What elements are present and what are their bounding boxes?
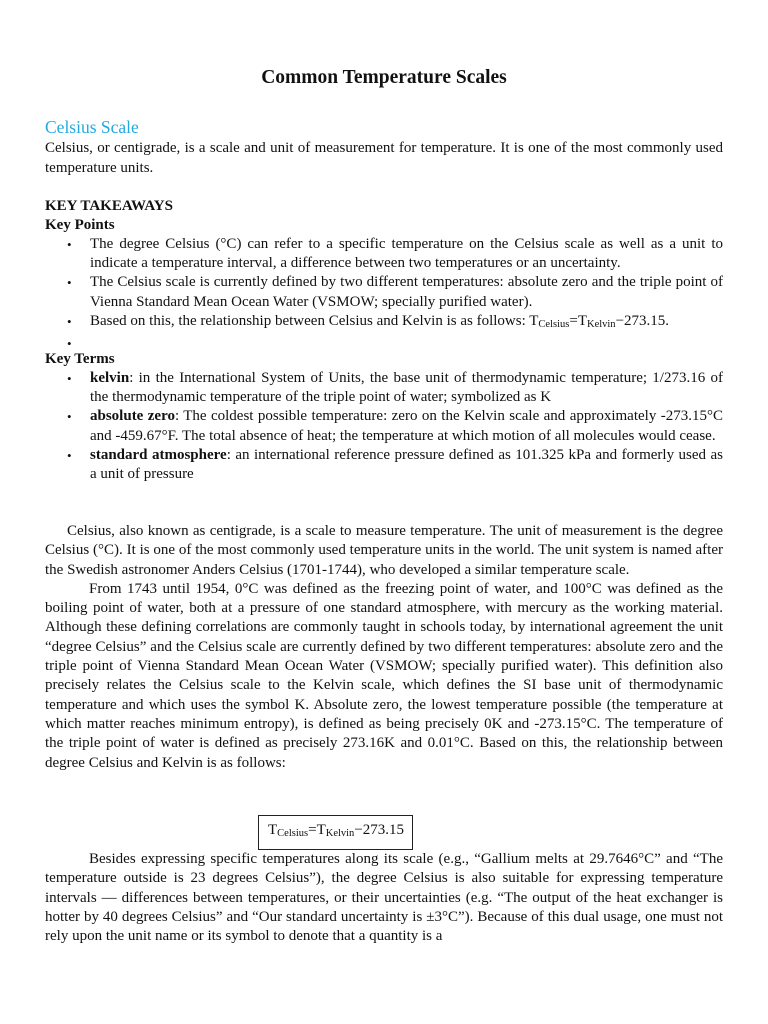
term-name: absolute zero bbox=[90, 408, 175, 425]
key-points-list bbox=[45, 235, 723, 353]
key-points-heading: Key Points bbox=[45, 217, 115, 233]
bullet-icon: • bbox=[67, 447, 72, 463]
list-item: • The degree Celsius (°C) can refer to a specific temperature on the Celsius scale as well as a unit to indicate a temperature interval, a difference between two temperatures or an uncertainty. bbox=[67, 236, 723, 272]
list-item bbox=[45, 369, 723, 407]
list-item: • Based on this, the relationship between Celsius and Kelvin is as follows: $T_{Celsius}=T_{Kelvin}-273.15$. bbox=[67, 312, 670, 330]
body-section-1 bbox=[45, 522, 723, 773]
term-definition: : in the International System of Units, the base unit of thermodynamic temperature; 1/273.16 of the thermodynamic temperature of the triple point of water; symbolized as K bbox=[90, 370, 723, 406]
term-name: standard atmosphere bbox=[90, 446, 227, 463]
paragraph: From 1743 until 1954, 0°C was defined as the freezing point of water, and 100°C was defined as the boiling point of water, both at a pressure of one standard atmosphere, with mercury as the working material. Although these defining correlations are commonly taught in schools today, by international agreement the unit “degree Celsius” and the Celsius scale are currently defined by two different temperatures: absolute zero and the triple point of Vienna Standard Mean Ocean Water (VSMOW; specially purified water). This definition also precisely relates the Celsius scale to the Kelvin scale, which defines the SI base unit of thermodynamic temperature and which uses the symbol K. Absolute zero, the lowest temperature possible (the temperature at which matter reaches minimum entropy), is defined as being precisely 0K and -273.15°C. The temperature of the triple point of water is defined as precisely 273.16K and 0.01°C. Based on this, the relationship between degree Celsius and Kelvin is as follows: bbox=[45, 580, 723, 771]
key-terms-heading: Key Terms bbox=[45, 351, 115, 367]
bullet-icon: • bbox=[67, 371, 72, 386]
bullet-icon: • bbox=[67, 275, 72, 291]
list-item bbox=[45, 407, 723, 445]
term-definition: : The coldest possible temperature: zero on the Kelvin scale and approximately -273.15°C and -459.67°F. The total absence of heat; the temperature at which motion of all molecules would cease. bbox=[90, 408, 723, 444]
list-item: • The Celsius scale is currently defined by two different temperatures: absolute zero and the triple point of Vienna Standard Mean Ocean Water (VSMOW; specially purified water). bbox=[67, 274, 723, 310]
intro-paragraph: Celsius, or centigrade, is a scale and unit of measurement for temperature. It is one of the most commonly used temperature units. bbox=[45, 140, 723, 176]
bullet-icon: • bbox=[67, 237, 72, 252]
bullet-icon: • bbox=[67, 336, 72, 352]
key-takeaways-heading: KEY TAKEAWAYS bbox=[45, 198, 173, 214]
list-item bbox=[45, 446, 723, 484]
term-definition: : an international reference pressure defined as 101.325 kPa and formerly used as a unit of pressure bbox=[90, 446, 724, 483]
key-terms-list bbox=[45, 369, 723, 484]
term-name: kelvin bbox=[90, 370, 130, 386]
page-title: Common Temperature Scales bbox=[261, 67, 507, 88]
body-section-2 bbox=[45, 850, 723, 946]
paragraph: Besides expressing specific temperatures along its scale (e.g., “Gallium melts at 29.7646°C” and “The temperature outside is 23 degrees Celsius”), the degree Celsius is also suitable for expressing temperature intervals — differences between temperatures, or their uncertainties (e.g. “The output of the heat exchanger is hotter by 40 degrees Celsius” and “Our standard uncertainty is ±3°C”). Because of this dual usage, one must not rely upon the unit name or its symbol to denote that a quantity is a bbox=[45, 851, 723, 945]
section-heading: Celsius Scale bbox=[45, 117, 139, 137]
bullet-icon: • bbox=[67, 409, 72, 425]
bullet-icon: • bbox=[67, 313, 72, 329]
formula-box: $T_{Celsius}=T_{Kelvin}-273.15$ bbox=[258, 815, 413, 850]
paragraph: Celsius, also known as centigrade, is a scale to measure temperature. The unit of measurement is the degree Celsius (°C). It is one of the most commonly used temperature units in the world. The unit system is named after the Swedish astronomer Anders Celsius (1701-1744), who developed a similar temperature scale. bbox=[45, 523, 723, 578]
list-item-empty bbox=[45, 334, 723, 353]
